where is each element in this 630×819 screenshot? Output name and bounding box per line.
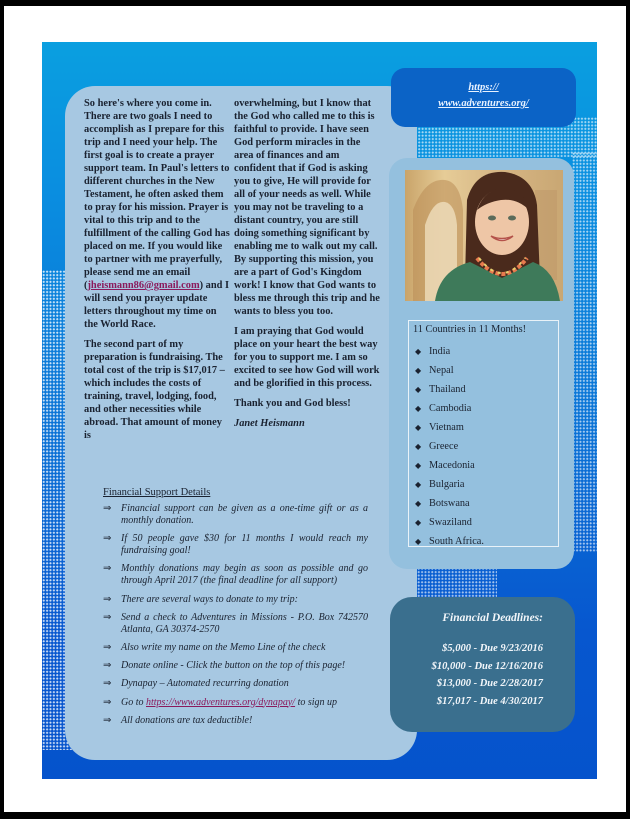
arrow-icon: ⇒ bbox=[103, 503, 112, 514]
arrow-icon: ⇒ bbox=[103, 593, 112, 605]
letter-text: So here's where you come in. There are two goals I need to accomplish as I prepare for this trip and I need your help. The first goal is to create a prayer support team. In Paul's letters to different churches in the New Testament, he often asked them to pray for his mission. Prayer is vital to this trip and to the fulfillment of the calling God has placed on me. If you would like to partner with me prayerfully, please send me an email ( bbox=[84, 98, 230, 291]
list-item-text: Dynapay – Automated recurring donation bbox=[121, 678, 289, 690]
arrow-icon: ⇒ bbox=[103, 678, 112, 690]
map-dots-right bbox=[572, 152, 597, 552]
country-name: Swaziland bbox=[429, 517, 472, 528]
country-name: South Africa. bbox=[429, 536, 484, 547]
deadline-item: $17,017 - Due 4/30/2017 bbox=[436, 695, 543, 707]
country-item bbox=[409, 475, 484, 494]
list-item bbox=[103, 660, 368, 672]
financial-support-title: Financial Support Details bbox=[103, 487, 211, 498]
financial-support-list bbox=[103, 503, 368, 733]
closing-text: Thank you and God bless! bbox=[234, 398, 351, 409]
list-item bbox=[103, 678, 368, 690]
list-item-text: There are several ways to donate to my trip: bbox=[121, 593, 299, 605]
arrow-icon: ⇒ bbox=[103, 641, 112, 653]
country-item bbox=[409, 456, 484, 475]
list-item-text: Donate online - Click the button on the top of this page! bbox=[121, 660, 346, 672]
list-item bbox=[103, 642, 368, 654]
countries-box bbox=[408, 320, 559, 547]
email-link[interactable]: jheismann86@gmail.com bbox=[87, 280, 200, 291]
list-item-text: Also write my name on the Memo Line of the check bbox=[121, 641, 326, 653]
diamond-bullet-icon: ◆ bbox=[415, 423, 422, 432]
letter-column-right bbox=[234, 97, 380, 437]
country-name: Vietnam bbox=[429, 422, 464, 433]
country-name: Nepal bbox=[429, 365, 454, 376]
list-item bbox=[103, 533, 368, 557]
country-item bbox=[409, 342, 484, 361]
country-item bbox=[409, 380, 484, 399]
letter-paragraph: overwhelming, but I know that the God who called me to this is faithful to provide. I have seen God perform miracles in the area of finances and am confident that if God is asking you to give, He will provide for all of your needs as well. While you may not be traveling to a distant country, you are still doing something significant by enabling me to walk out my call. By supporting this mission, you are a part of God's Kingdom work! I know that God wants to bless me through this trip and he wants to bless you too. bbox=[234, 98, 380, 317]
list-item bbox=[103, 503, 368, 527]
country-name: India bbox=[429, 346, 451, 357]
country-item bbox=[409, 418, 484, 437]
list-item bbox=[103, 594, 368, 606]
deadlines-title: Financial Deadlines: bbox=[442, 612, 543, 624]
deadlines-list bbox=[432, 640, 543, 710]
arrow-icon: ⇒ bbox=[103, 714, 112, 726]
financial-deadlines-box bbox=[390, 597, 575, 732]
list-item-text: Financial support can be given as a one-time gift or as a monthly donation. bbox=[121, 503, 368, 526]
list-item bbox=[103, 563, 368, 587]
list-item-text: Go to bbox=[121, 696, 146, 708]
arrow-icon: ⇒ bbox=[103, 533, 112, 545]
countries-title: 11 Countries in 11 Months! bbox=[413, 324, 527, 335]
country-name: Botswana bbox=[429, 498, 470, 509]
diamond-bullet-icon: ◆ bbox=[415, 404, 422, 413]
profile-photo bbox=[405, 170, 563, 301]
list-item-text: to sign up bbox=[295, 696, 338, 708]
letter-paragraph: The second part of my preparation is fundraising. The total cost of the trip is $17,017 – which includes the costs of training, travel, lodging, food, and other necessities while abroad. That amount of money is bbox=[84, 339, 225, 441]
list-item-text: If 50 people gave $30 for 11 months I would reach my fundraising goal! bbox=[121, 533, 368, 557]
country-item bbox=[409, 494, 484, 513]
dynapay-link[interactable]: https://www.adventures.org/dynapay/ bbox=[146, 696, 296, 708]
letter-text: ) and I will send you prayer update letters throughout my time on the World Race. bbox=[84, 280, 230, 330]
country-name: Greece bbox=[429, 441, 459, 452]
deadline-item: $5,000 - Due 9/23/2016 bbox=[442, 643, 543, 654]
list-item bbox=[103, 612, 368, 636]
arrow-icon: ⇒ bbox=[103, 696, 112, 708]
country-item bbox=[409, 437, 484, 456]
website-link-button[interactable] bbox=[391, 68, 576, 127]
website-link-line-2[interactable]: www.adventures.org/ bbox=[438, 98, 529, 109]
country-name: Bulgaria bbox=[429, 479, 465, 490]
diamond-bullet-icon: ◆ bbox=[415, 499, 422, 508]
arrow-icon: ⇒ bbox=[103, 563, 112, 575]
deadline-item: $10,000 - Due 12/16/2016 bbox=[431, 660, 543, 672]
country-name: Cambodia bbox=[429, 403, 472, 414]
list-item bbox=[103, 715, 368, 727]
diamond-bullet-icon: ◆ bbox=[415, 366, 422, 375]
website-link-line-1[interactable]: https:// bbox=[468, 82, 499, 93]
map-dots-mid bbox=[417, 567, 497, 597]
diamond-bullet-icon: ◆ bbox=[415, 385, 422, 394]
diamond-bullet-icon: ◆ bbox=[415, 461, 422, 470]
letter-paragraph: I am praying that God would place on your heart the best way for you to support me. I am so excited to see how God will work and be glorified in this process. bbox=[234, 326, 380, 389]
portrait-illustration bbox=[405, 170, 563, 301]
list-item bbox=[103, 697, 368, 709]
deadline-item: $13,000 - Due 2/28/2017 bbox=[436, 678, 543, 689]
diamond-bullet-icon: ◆ bbox=[415, 442, 422, 451]
list-item-text: Monthly donations may begin as soon as possible and go through April 2017 (the final deadline for all support) bbox=[121, 563, 368, 587]
diamond-bullet-icon: ◆ bbox=[415, 480, 422, 489]
country-item bbox=[409, 513, 484, 532]
list-item-text: Send a check to Adventures in Missions - P.O. Box 742570 Atlanta, GA 30374-2570 bbox=[121, 611, 368, 635]
country-item bbox=[409, 399, 484, 418]
arrow-icon: ⇒ bbox=[103, 611, 112, 623]
signature: Janet Heismann bbox=[234, 418, 305, 429]
country-name: Thailand bbox=[429, 384, 466, 395]
list-item-text: All donations are tax deductible! bbox=[121, 714, 253, 726]
country-name: Macedonia bbox=[429, 460, 475, 471]
diamond-bullet-icon: ◆ bbox=[415, 518, 422, 527]
diamond-bullet-icon: ◆ bbox=[415, 347, 422, 356]
letter-paragraph bbox=[84, 97, 230, 331]
diamond-bullet-icon: ◆ bbox=[415, 537, 422, 546]
country-item bbox=[409, 361, 484, 380]
countries-list bbox=[409, 342, 484, 551]
country-item bbox=[409, 532, 484, 551]
letter-column-left bbox=[84, 97, 230, 449]
arrow-icon: ⇒ bbox=[103, 660, 112, 672]
